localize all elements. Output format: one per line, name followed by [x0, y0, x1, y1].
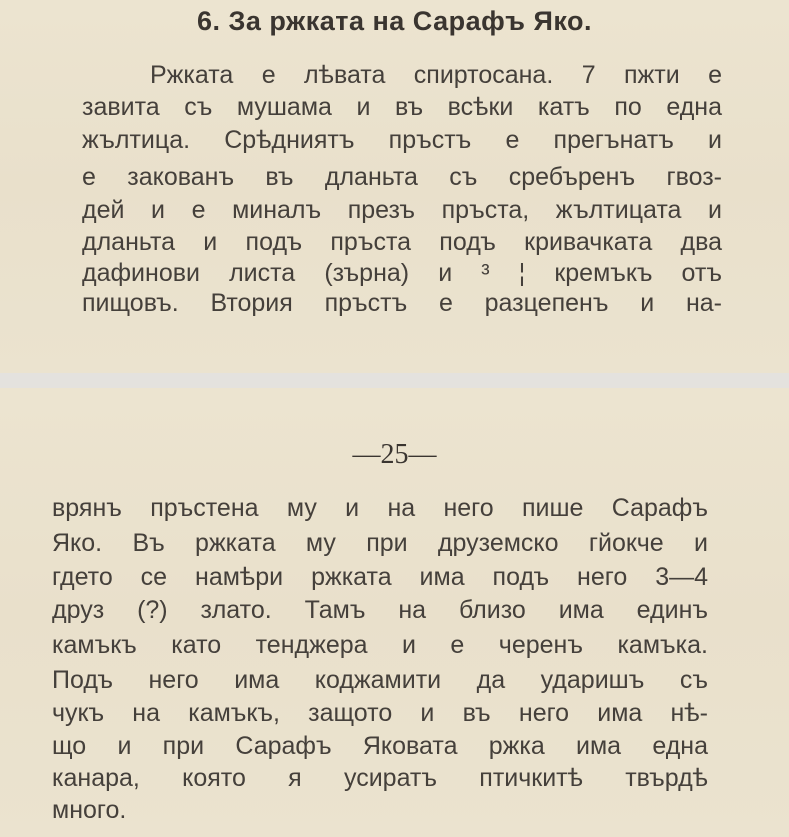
text-line: дланьта и подъ пръста подъ кривачката два [82, 228, 722, 256]
text-line: дей и е миналъ презъ пръста, жълтицата и [82, 196, 722, 224]
text-line: чукъ на камъкъ, защото и въ него има нѣ- [52, 699, 708, 727]
page-number: —25— [352, 439, 437, 470]
text-line: завита съ мушама и въ всѣки катъ по една [82, 93, 722, 121]
text-line: камъкъ като тенджера и е черенъ камъка. [52, 631, 708, 659]
text-line: пищовъ. Втория пръстъ е разцепенъ и на- [82, 289, 722, 317]
section-title: 6. За ржката на Сарафъ Яко. [196, 6, 593, 36]
text-line: Подъ него има коджамити да ударишъ съ [52, 666, 708, 694]
text-line: канара, която я усиратъ птичкитѣ твърдѣ [52, 764, 708, 792]
top-page-scan [0, 0, 789, 373]
text-line: гдето се намѣри ржката има подъ него 3—4 [52, 563, 708, 591]
text-line: що и при Сарафъ Яковата ржка има една [52, 732, 708, 760]
bottom-page-scan [0, 388, 789, 837]
text-line: друз (?) злато. Тамъ на близо има единъ [52, 596, 708, 624]
text-line: много. [52, 796, 127, 824]
text-line: врянъ пръстена му и на него пише Сарафъ [52, 494, 708, 522]
text-line: Яко. Въ ржката му при друземско гйокче и [52, 529, 708, 557]
text-line: дафинови листа (зърна) и ³ ¦ кремъкъ отъ [82, 259, 722, 287]
text-line: жълтица. Срѣдниятъ пръстъ е прегънатъ и [82, 126, 722, 154]
text-line: е закованъ въ дланьта съ сребъренъ гвоз- [82, 163, 722, 191]
text-line: Ржката е лѣвата спиртосана. 7 пжти е [150, 61, 722, 89]
